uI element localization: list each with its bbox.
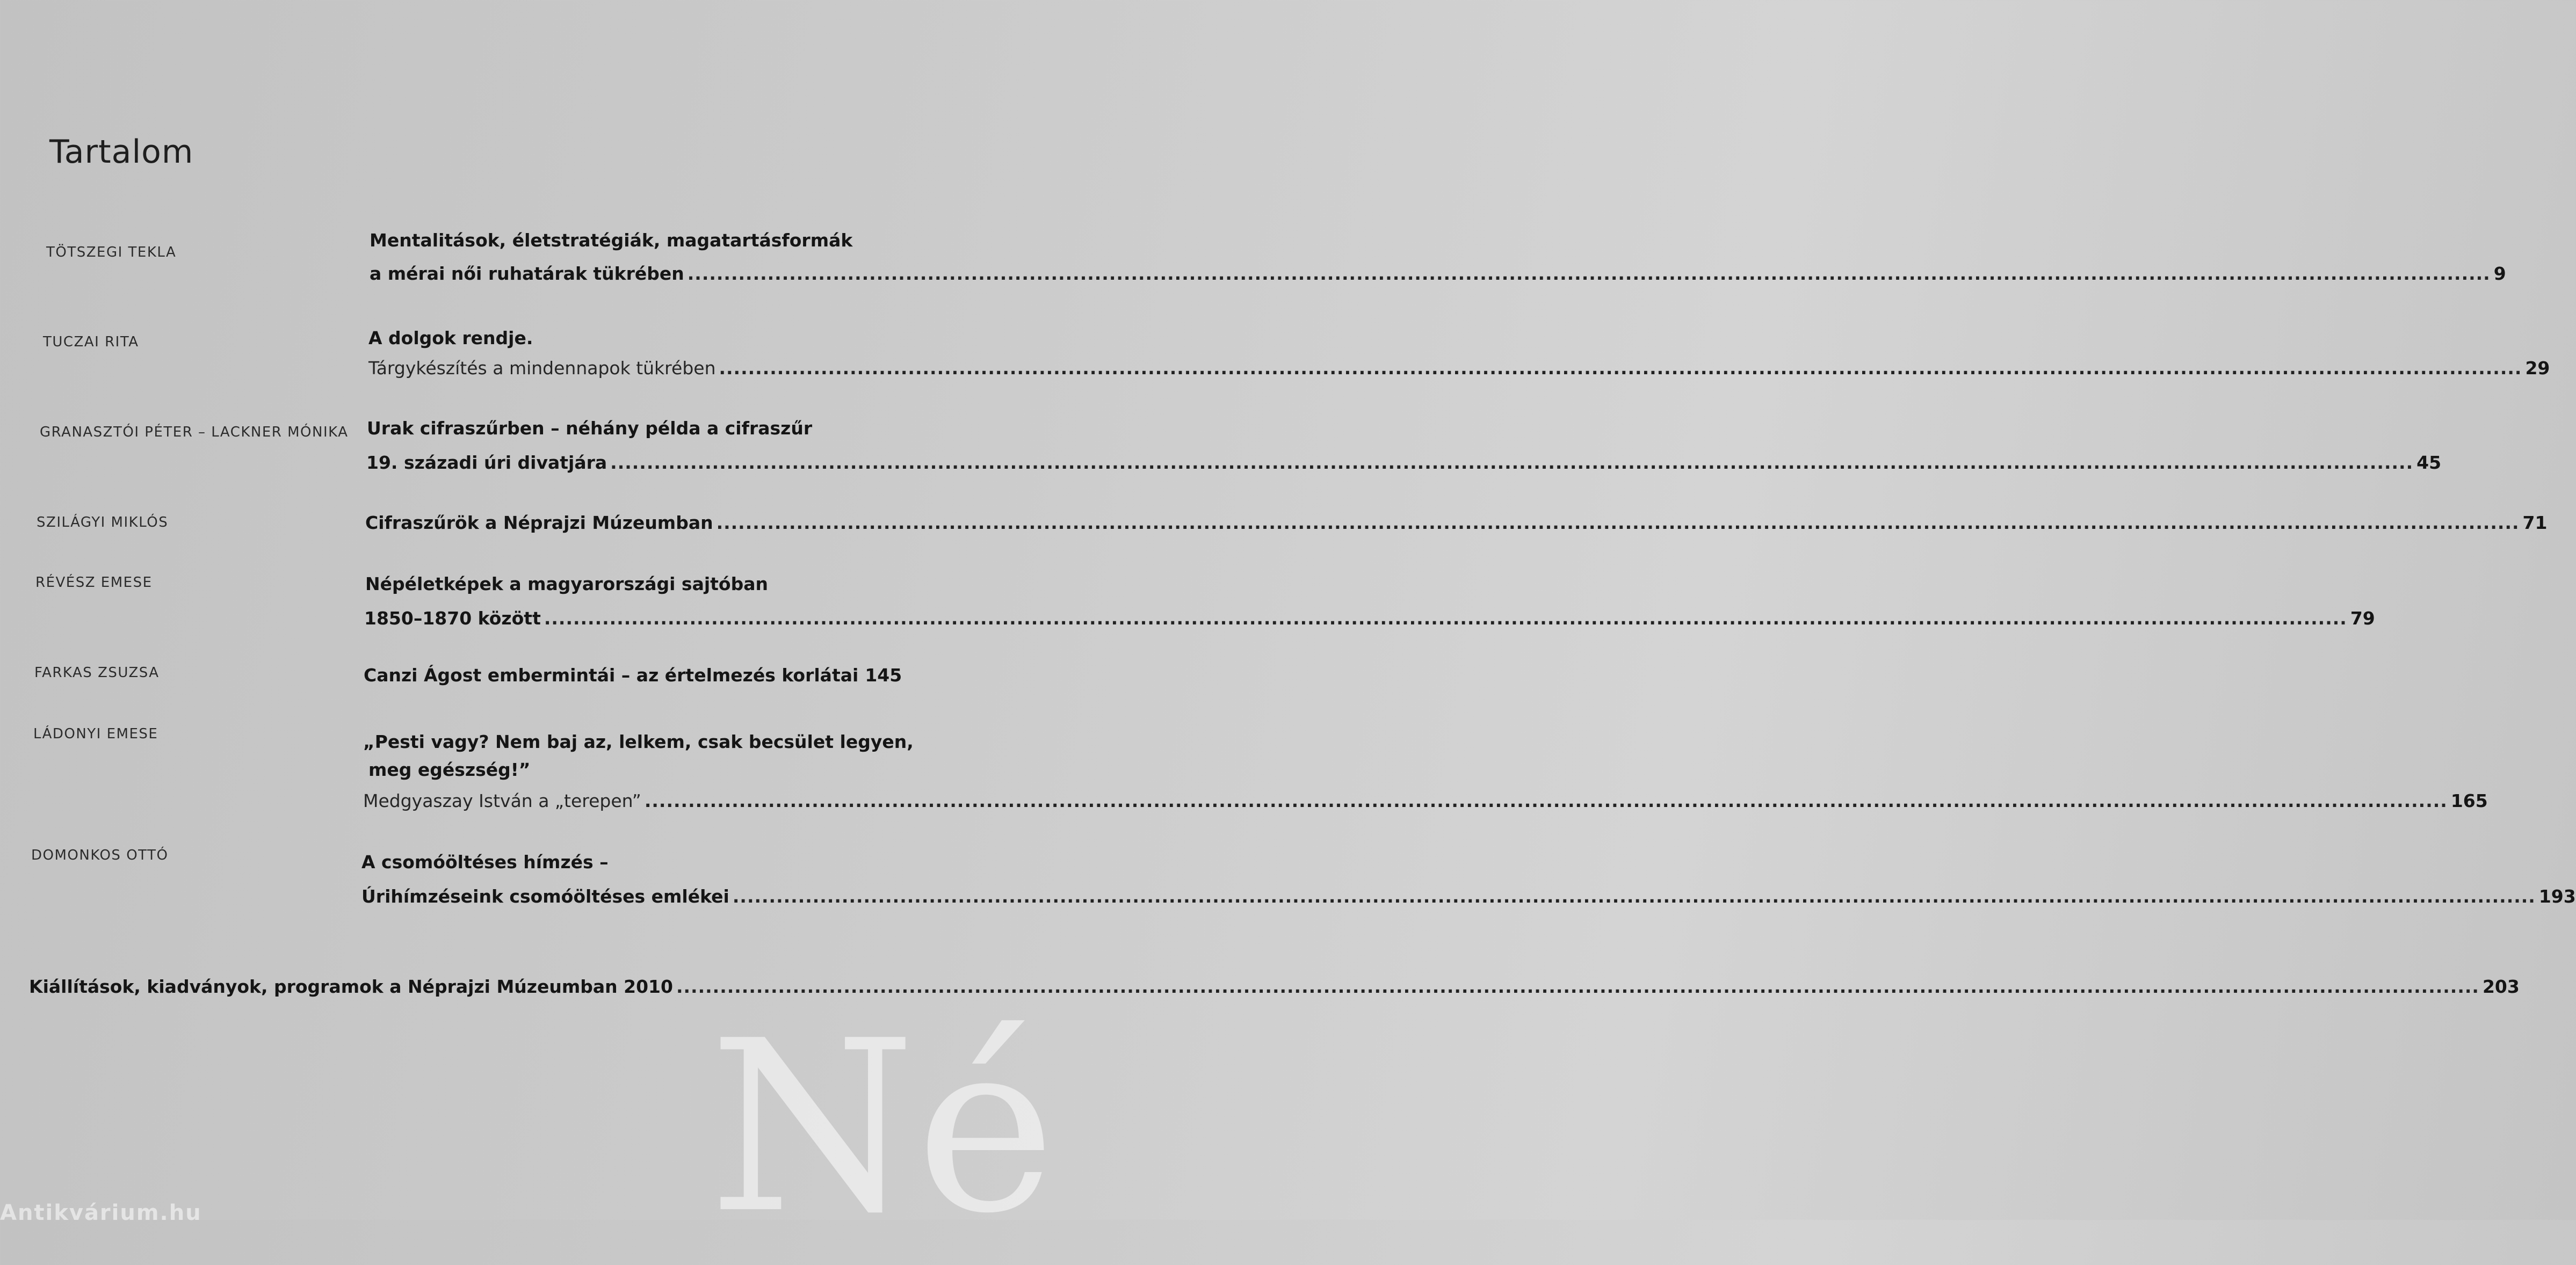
entry-title-line: Cifraszűrök a Néprajzi Múzeumban [365,512,713,533]
entry-page-number: 145 [865,665,902,686]
entry-author: DOMONKOS OTTÓ [31,847,169,863]
entry-page-number: 203 [2482,976,2520,997]
entry-page-number: 193 [2538,886,2576,907]
entry-title-line: Canzi Ágost embermintái – az értelmezés korlátai [364,665,859,686]
entry-title-line: Urak cifraszűrben – néhány példa a cifraszűr [367,418,813,439]
leader-dots [733,886,2536,907]
entry-leader-line [363,790,2488,811]
entry-leader-line [364,608,2375,629]
leader-dots [717,512,2520,533]
entry-author: RÉVÉSZ EMESE [35,575,153,591]
leader-dots [719,358,2522,379]
entry-page-number: 165 [2450,790,2488,811]
entry-page-number: 71 [2522,512,2548,533]
entry-author: FARKAS ZSUZSA [34,665,160,681]
entry-leader-line [366,452,2442,473]
entry-leader-line [361,886,2576,907]
entry-author: TUCZAI RITA [43,334,139,350]
entry-page-number: 79 [2350,608,2375,629]
entry-title-line: Kiállítások, kiadványok, programok a Néprajzi Múzeumban 2010 [29,976,673,997]
entry-title-line: Népéletképek a magyarországi sajtóban [365,573,768,594]
entry-title-line: 19. századi úri divatjára [366,452,607,473]
entry-subtitle-line: Medgyaszay István a „terepen” [363,790,641,811]
entry-page-number: 9 [2493,263,2506,284]
entry-leader-line [368,358,2550,379]
entry-author: LÁDONYI EMESE [33,726,158,742]
leader-dots [688,263,2491,284]
page-title: Tartalom [49,133,194,171]
entry-author: SZILÁGYI MIKLÓS [37,514,169,530]
entry-title-line: meg egészség!” [368,759,531,780]
entry-page-number: 29 [2525,358,2550,379]
entry-leader-line [370,263,2506,284]
entry-title-line: Úrihímzéseink csomóöltéses emlékei [361,886,729,907]
entry-title-line: A dolgok rendje. [368,328,533,348]
leader-dots [645,790,2448,811]
entry-title-line: „Pesti vagy? Nem baj az, lelkem, csak becsület legyen, [363,731,914,752]
entry-title-line: Mentalitások, életstratégiák, magatartásformák [370,230,853,251]
entry-leader-line [364,665,902,686]
leader-dots [544,608,2347,629]
entry-leader-line [365,512,2548,533]
entry-author: GRANASZTÓI PÉTER – LACKNER MÓNIKA [40,424,349,440]
entry-title-line: A csomóöltéses hímzés – [361,852,609,873]
publisher-watermark: Né [709,990,1056,1265]
entry-title-line: 1850–1870 között [364,608,541,629]
entry-title-line: a mérai női ruhatárak tükrében [370,263,684,284]
leader-dots [610,452,2413,473]
entry-page-number: 45 [2416,452,2442,473]
footer-watermark: Antikvárium.hu [0,1201,202,1225]
entry-subtitle-line: Tárgykészítés a mindennapok tükrében [368,358,716,379]
entry-author: TÖTSZEGI TEKLA [46,244,177,260]
